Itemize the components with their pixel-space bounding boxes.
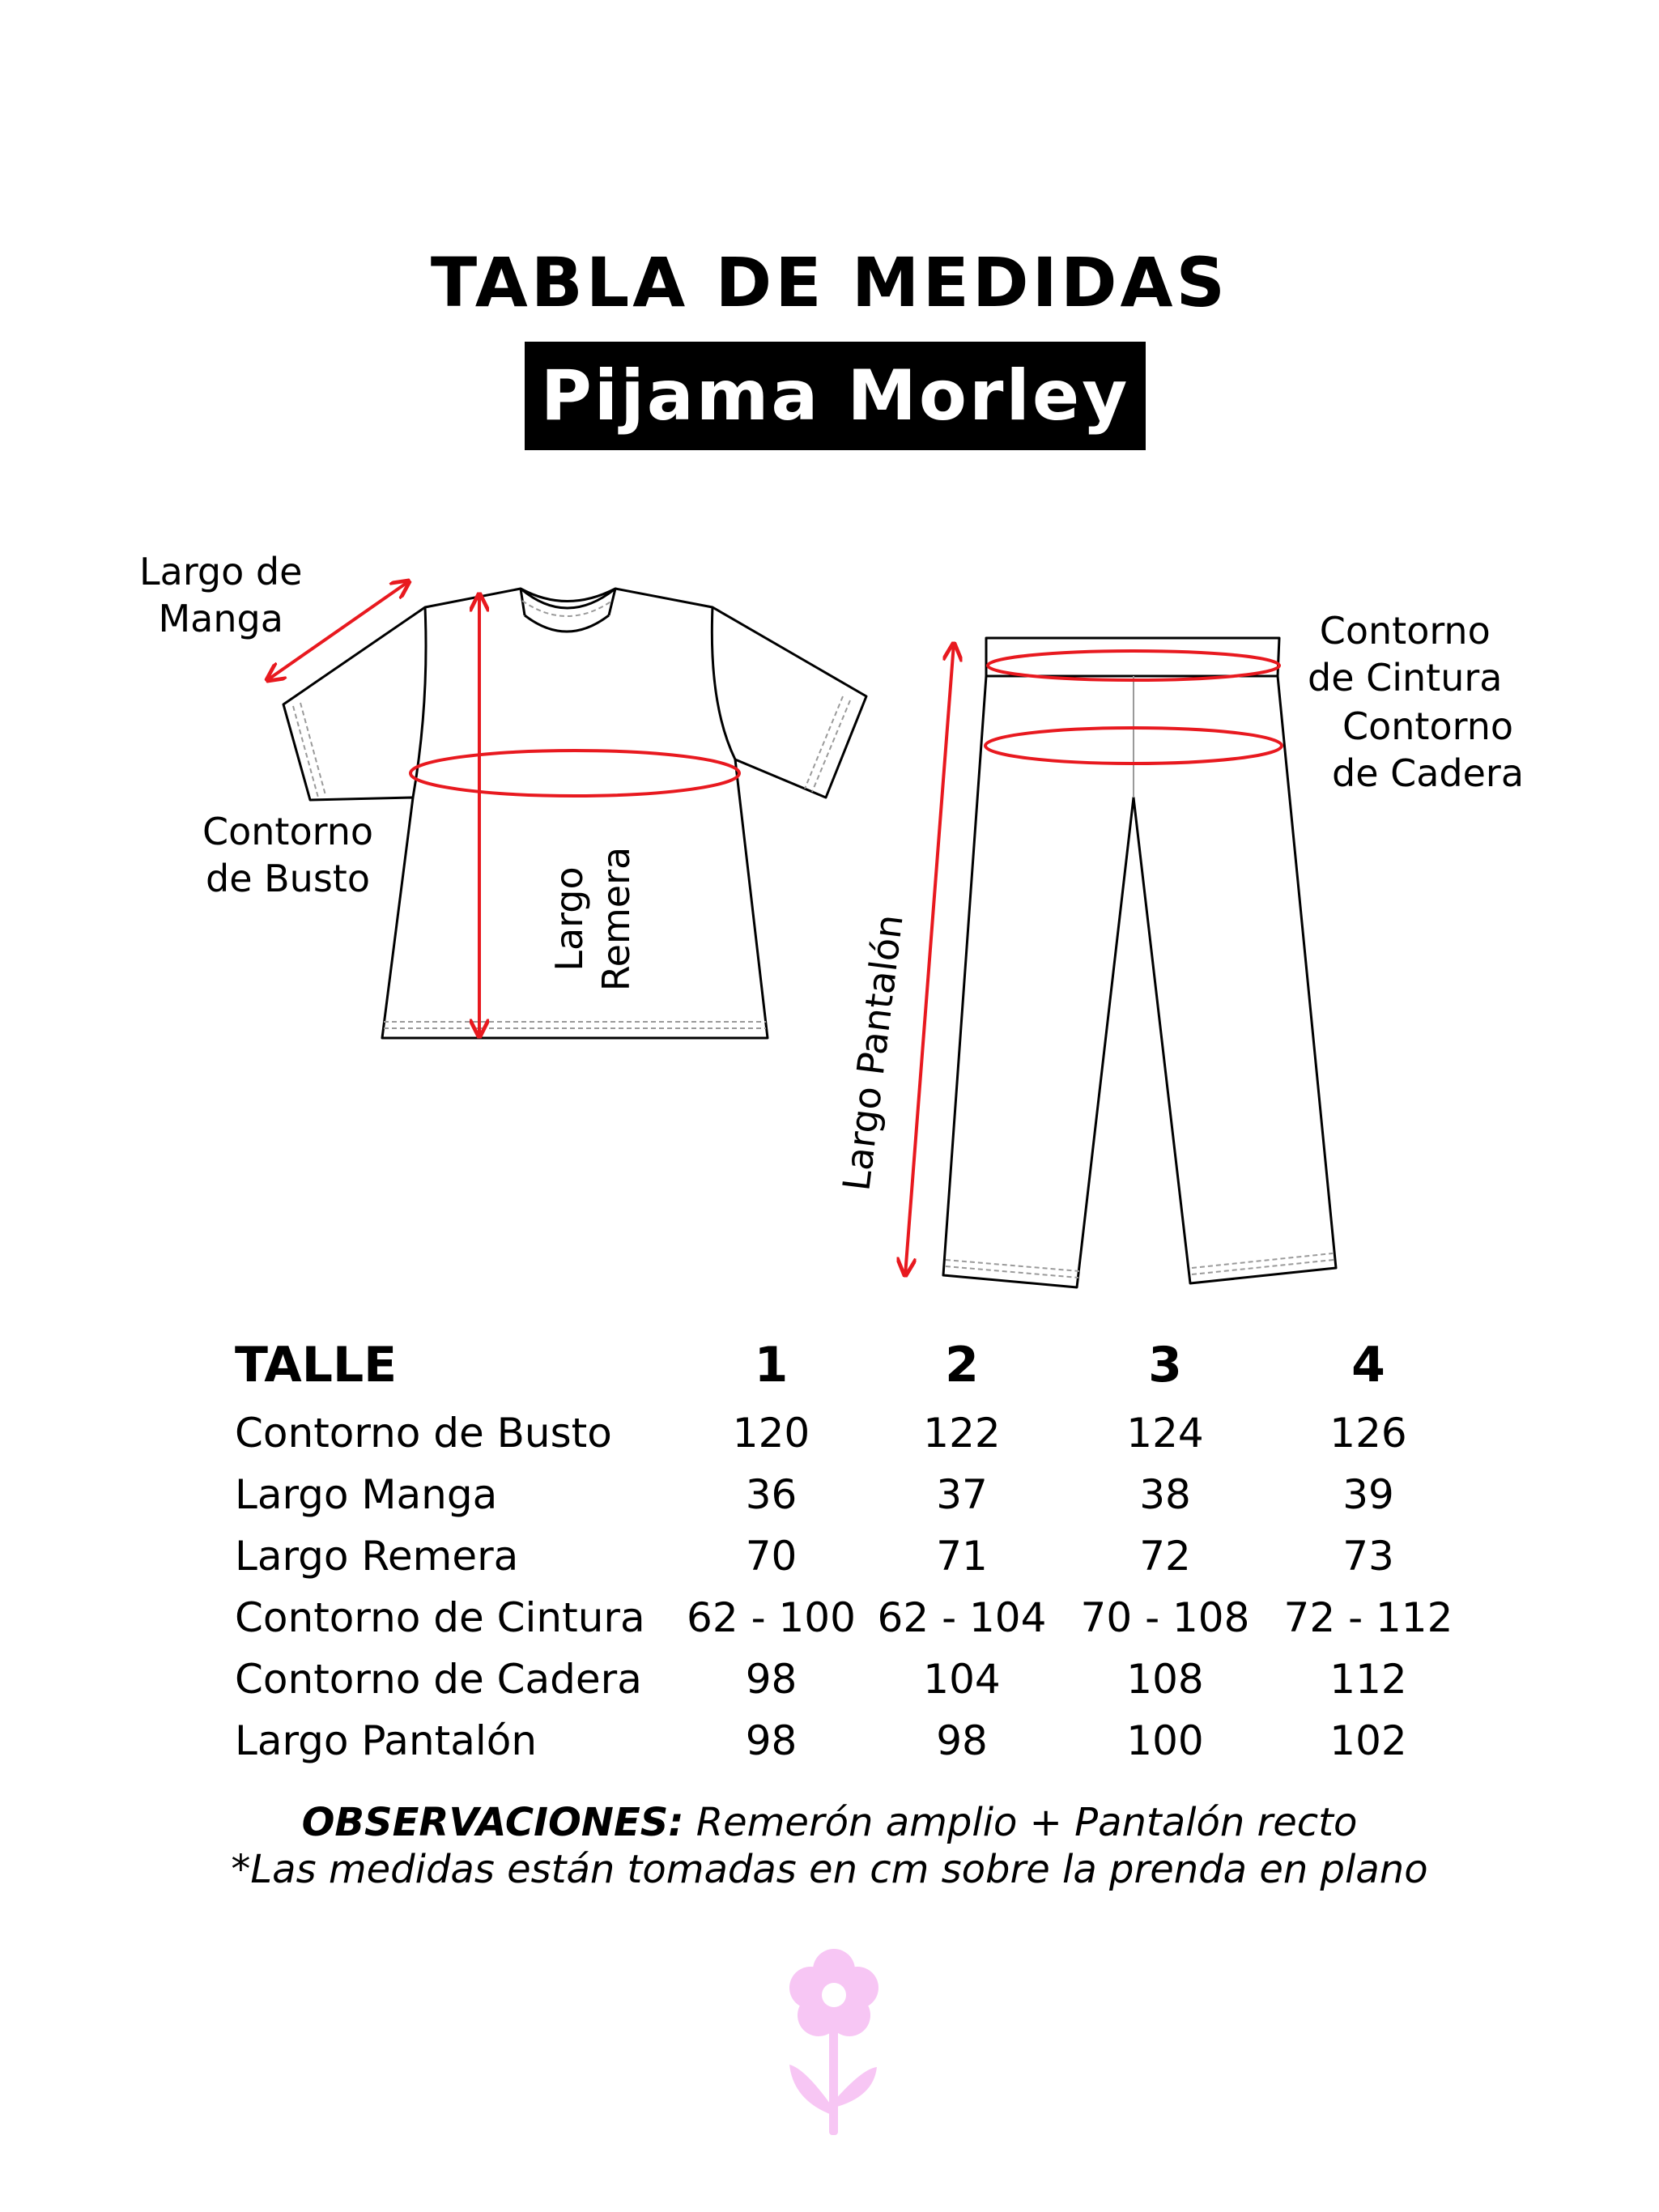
table-cell: 39: [1342, 1471, 1394, 1518]
label-hip: [1332, 703, 1524, 797]
header-size-1: 1: [754, 1337, 789, 1393]
table-cell: 36: [745, 1471, 798, 1518]
table-cell: 37: [936, 1471, 988, 1518]
table-cell: 71: [936, 1533, 988, 1580]
table-row: [235, 1648, 1460, 1710]
size-table: [235, 1328, 1460, 1772]
table-cell: 98: [745, 1656, 798, 1703]
table-row: [235, 1587, 1460, 1648]
table-row: [235, 1402, 1460, 1464]
table-cell: 98: [745, 1717, 798, 1764]
observations-text: Remerón amplio + Pantalón recto: [683, 1800, 1358, 1845]
observations: [0, 1799, 1659, 1893]
table-cell: 112: [1329, 1656, 1407, 1703]
row-label: Contorno de Busto: [235, 1410, 612, 1457]
page-title: TABLA DE MEDIDAS: [430, 243, 1229, 322]
label-shirt-length-line2: Remera: [594, 846, 638, 992]
table-cell: 124: [1126, 1410, 1204, 1457]
table-cell: 122: [923, 1410, 1001, 1457]
label-waist-line2: de Cintura: [1308, 656, 1503, 700]
observations-label: OBSERVACIONES:: [301, 1800, 684, 1845]
pants-drawing: [905, 638, 1336, 1287]
row-label: Contorno de Cadera: [235, 1656, 642, 1703]
row-label: Largo Pantalón: [235, 1717, 538, 1764]
row-label: Largo Remera: [235, 1533, 519, 1580]
table-cell: 72: [1139, 1533, 1191, 1580]
row-label: Contorno de Cintura: [235, 1594, 645, 1641]
table-cell: 70: [745, 1533, 798, 1580]
table-cell: 126: [1329, 1410, 1407, 1457]
table-cell: 62 - 104: [877, 1594, 1047, 1641]
table-cell: 98: [936, 1717, 988, 1764]
label-shirt-length-line1: Largo: [547, 866, 591, 972]
table-cell: 70 - 108: [1080, 1594, 1250, 1641]
label-sleeve-line2: Manga: [158, 597, 283, 640]
label-sleeve-length: [139, 548, 302, 642]
table-cell: 120: [732, 1410, 810, 1457]
table-cell: 108: [1126, 1656, 1204, 1703]
header-size-4: 4: [1351, 1337, 1385, 1393]
table-cell: 73: [1342, 1533, 1394, 1580]
size-table-header: [235, 1328, 1460, 1402]
label-hip-line1: Contorno: [1342, 704, 1514, 748]
label-waist-line1: Contorno: [1319, 609, 1491, 653]
label-bust: [202, 808, 373, 902]
pants-length-arrow: [905, 644, 954, 1275]
footnote: *Las medidas están tomadas en cm sobre la prenda en plano: [231, 1847, 1428, 1892]
table-cell: 100: [1126, 1717, 1204, 1764]
row-label: Largo Manga: [235, 1471, 498, 1518]
label-bust-line2: de Busto: [206, 857, 370, 900]
label-pants-length-text: Largo Pantalón: [834, 912, 912, 1193]
pants-outline: [943, 638, 1336, 1287]
label-hip-line2: de Cadera: [1332, 751, 1525, 795]
table-cell: 72 - 112: [1283, 1594, 1453, 1641]
table-cell: 62 - 100: [687, 1594, 856, 1641]
table-cell: 102: [1329, 1717, 1407, 1764]
header-size: TALLE: [235, 1337, 398, 1393]
table-cell: 38: [1139, 1471, 1191, 1518]
label-waist: [1308, 607, 1502, 701]
flower-icon: [789, 1947, 878, 2142]
table-cell: 104: [923, 1656, 1001, 1703]
product-name: Pijama Morley: [540, 355, 1130, 436]
label-sleeve-line1: Largo de: [139, 550, 303, 593]
label-bust-line1: Contorno: [202, 810, 373, 853]
header-size-2: 2: [945, 1337, 979, 1393]
header-size-3: 3: [1148, 1337, 1182, 1393]
table-row: [235, 1525, 1460, 1587]
table-row: [235, 1464, 1460, 1525]
observations-line: [0, 1799, 1659, 1846]
table-row: [235, 1710, 1460, 1772]
